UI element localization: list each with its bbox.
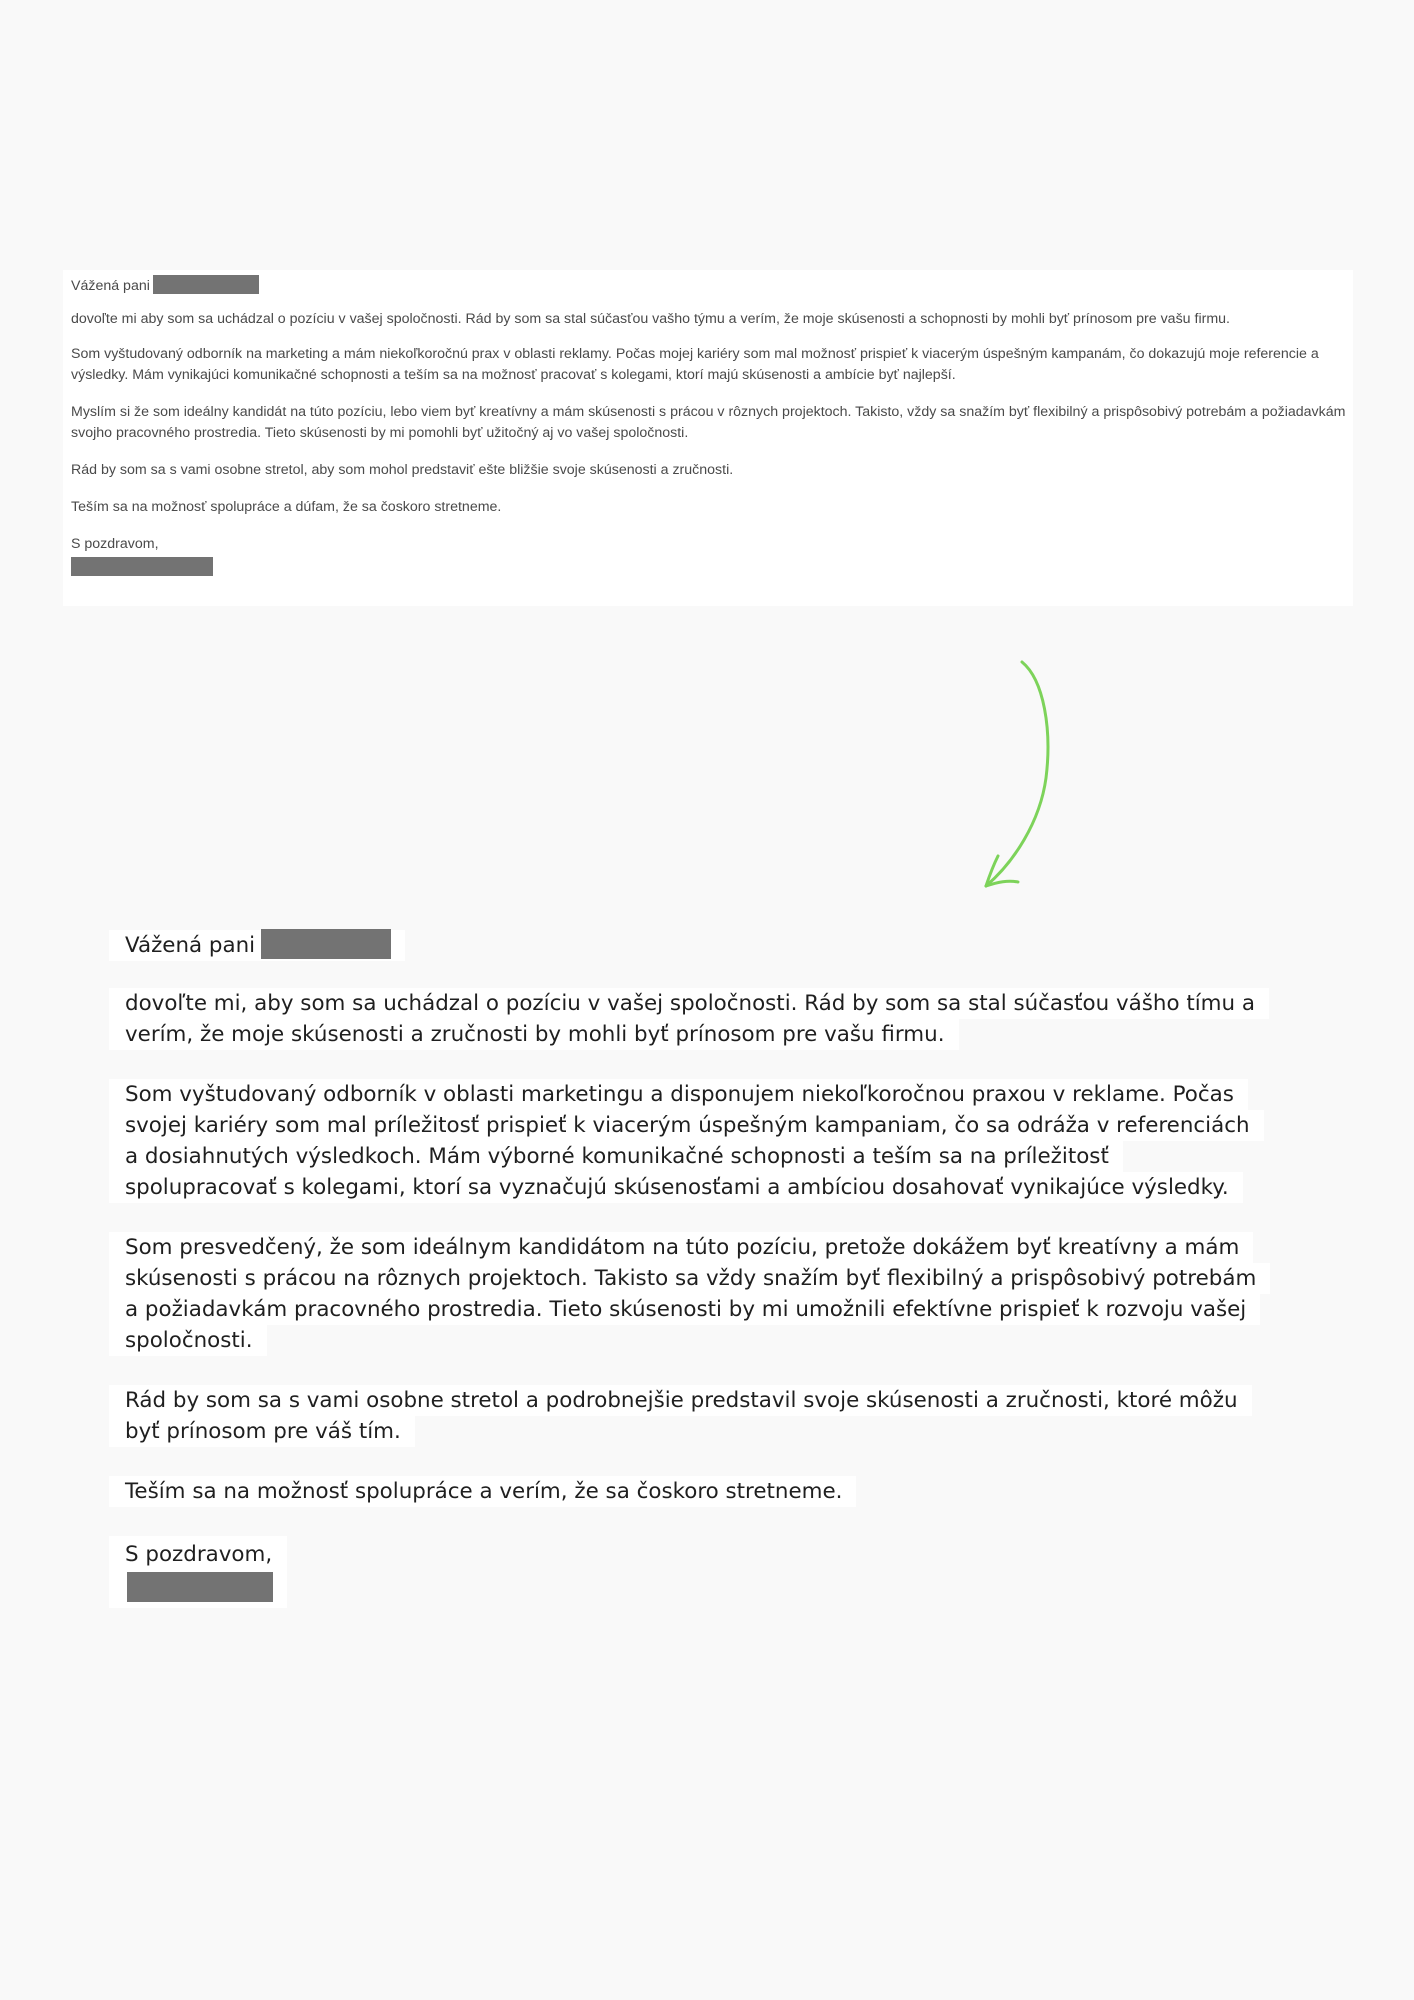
original-greeting: Vážená pani xyxy=(71,276,1353,297)
redacted-signature xyxy=(71,557,213,576)
original-letter xyxy=(63,270,1353,606)
original-paragraph-5: Teším sa na možnosť spolupráce a dúfam, že sa čoskoro stretneme. xyxy=(71,499,502,515)
redacted-signature xyxy=(127,1572,273,1602)
rewritten-letter xyxy=(125,930,1265,1608)
rewrite-closing: S pozdravom, xyxy=(109,1536,287,1608)
redacted-recipient-name xyxy=(153,275,259,294)
curved-arrow-icon xyxy=(970,650,1050,900)
original-paragraph-4: Rád by som sa s vami osobne stretol, aby som mohol predstaviť ešte bližšie svoje skúsenosti a zručnosti. xyxy=(71,462,734,478)
redacted-recipient-name xyxy=(261,929,391,959)
rewrite-paragraph-1: dovoľte mi, aby som sa uchádzal o pozíciu v vašej spoločnosti. Rád by som sa stal súčasťou vášho tímu a verím, že moje skúsenosti a zručnosti by mohli byť prínosom pre vašu firmu. xyxy=(125,988,1265,1050)
rewrite-paragraph-2: Som vyštudovaný odborník v oblasti marketingu a disponujem niekoľkoročnou praxou v reklame. Počas svojej kariéry som mal príležitosť prispieť k viacerým úspešným kampaniam, čo sa odráža v referenciách a dosiahnutých výsledkoch. Mám výborné komunikačné schopnosti a teším sa na príležitosť spolupracovať s kolegami, ktorí sa vyznačujú skúsenosťami a ambíciou dosahovať vynikajúce výsledky. xyxy=(125,1079,1265,1203)
rewrite-paragraph-4: Rád by som sa s vami osobne stretol a podrobnejšie predstavil svoje skúsenosti a zručnosti, ktoré môžu byť prínosom pre váš tím. xyxy=(125,1385,1265,1447)
original-paragraph-1: dovoľte mi aby som sa uchádzal o pozíciu v vašej spoločnosti. Rád by som sa stal súčasťou vašho týmu a verím, že moje skúsenosti a schopnosti by mohli byť prínosom pre vašu firmu. xyxy=(71,311,1230,327)
original-paragraph-2: Som vyštudovaný odborník na marketing a mám niekoľkoročnú prax v oblasti reklamy. Počas mojej kariéry som mal možnosť prispieť k viacerým úspešným kampanám, čo dokazujú moje referencie a výsledky. Mám vynikajúci komunikačné schopnosti a teším sa na možnosť pracovať s kolegami, ktorí majú skúsenosti a ambície byť najlepší. xyxy=(71,346,1319,383)
rewrite-greeting: Vážená pani xyxy=(125,930,1265,961)
rewrite-paragraph-5: Teším sa na možnosť spolupráce a verím, že sa čoskoro stretneme. xyxy=(125,1476,1265,1507)
original-closing: S pozdravom, xyxy=(71,534,1353,576)
rewrite-paragraph-3: Som presvedčený, že som ideálnym kandidátom na túto pozíciu, pretože dokážem byť kreatívny a mám skúsenosti s prácou na rôznych projektoch. Takisto sa vždy snažím byť flexibilný a prispôsobivý potrebám a požiadavkám pracovného prostredia. Tieto skúsenosti by mi umožnili efektívne prispieť k rozvoju vašej spoločnosti. xyxy=(125,1232,1265,1356)
original-paragraph-3: Myslím si že som ideálny kandidát na túto pozíciu, lebo viem byť kreatívny a mám skúsenosti s prácou v rôznych projektoch. Takisto, vždy sa snažím byť flexibilný a prispôsobivý potrebám a požiadavkám svojho pracovného prostredia. Tieto skúsenosti by mi pomohli byť užitočný aj vo vašej spoločnosti. xyxy=(71,404,1346,441)
